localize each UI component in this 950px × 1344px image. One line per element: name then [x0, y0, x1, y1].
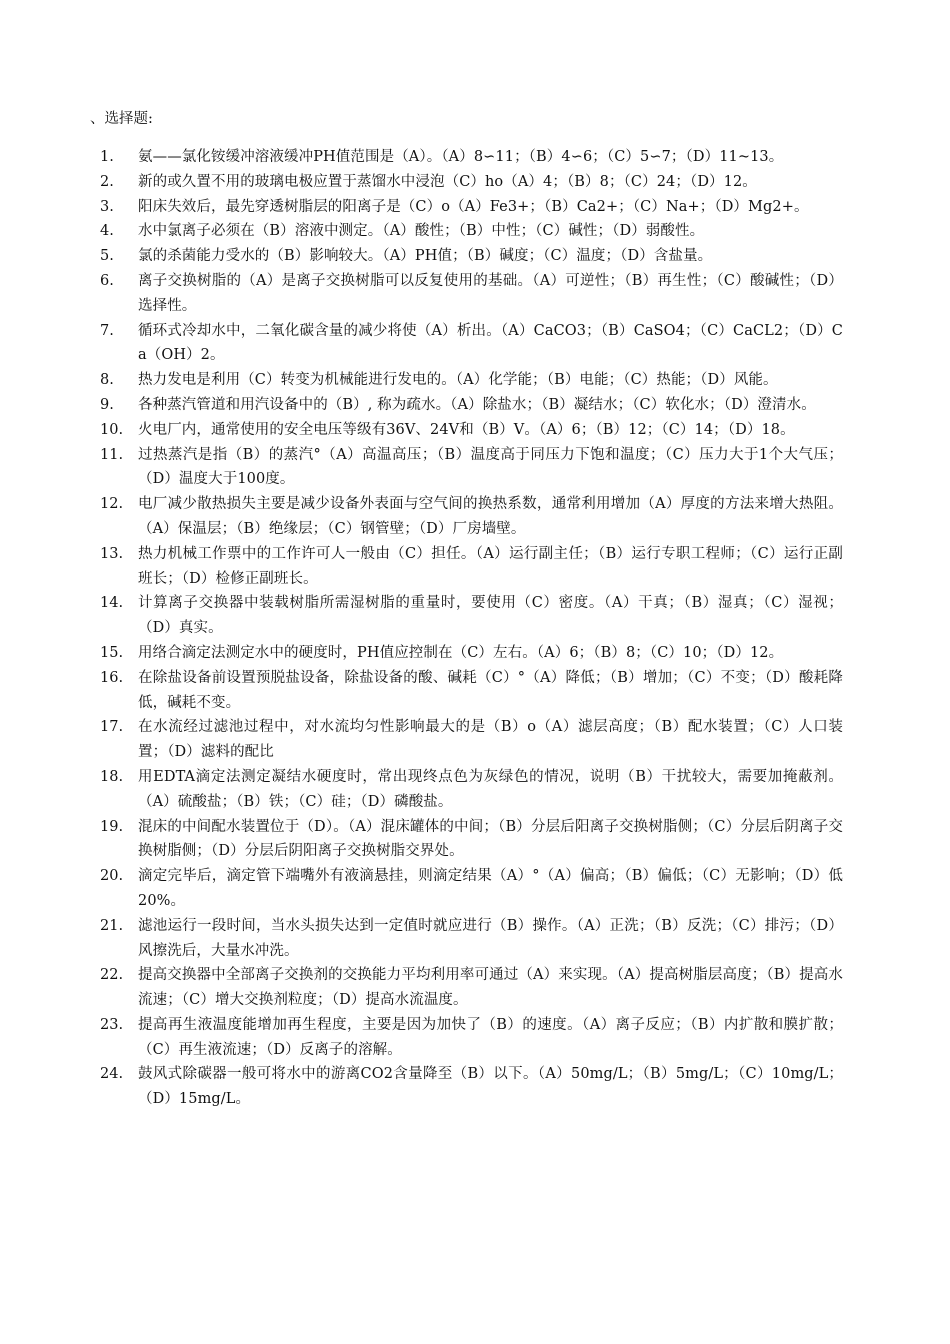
question-number: 1. [100, 149, 114, 165]
question-item [0, 666, 950, 716]
question-number: 3. [100, 198, 114, 215]
question-number: 23. [100, 1016, 124, 1033]
question-item [0, 219, 950, 244]
question-item [0, 1013, 950, 1063]
question-number: 18. [100, 768, 124, 785]
question-text: 热力机械工作票中的工作许可人一般由（C）担任。（A）运行副主任；（B）运行专职工程师；（C）运行正副班长；（D）检修正副班长。 [138, 545, 843, 587]
question-text: 电厂减少散热损失主要是减少设备外表面与空气间的换热系数，通常利用增加（A）厚度的方法来增大热阻。（A）保温层；（B）绝缘层；（C）钢管壁；（D）厂房墙壁。 [138, 496, 843, 537]
question-text: 在除盐设备前设置预脱盐设备，除盐设备的酸、碱耗（C）°（A）降低；（B）增加；（C）不变；（D）酸耗降低，碱耗不变。 [138, 669, 843, 711]
question-number: 10. [100, 421, 124, 438]
question-text: 氨——氯化铵缓冲溶液缓冲PH值范围是（A）。（A）8∽11；（B）4∽6；（C）5∽7；（D）11~13。 [138, 149, 784, 165]
question-text: 用EDTA滴定法测定凝结水硬度时，常出现终点色为灰绿色的情况，说明（B）干扰较大，需要加掩蔽剂。（A）硫酸盐；（B）铁；（C）硅；（D）磷酸盐。 [138, 768, 843, 810]
question-item [0, 393, 950, 418]
question-number: 14. [100, 595, 124, 612]
question-text: 鼓风式除碳器一般可将水中的游离CO2含量降至（B）以下。（A）50mg/L；（B）5mg/L；（C）10mg/L；（D）15mg/L。 [138, 1066, 843, 1108]
question-number: 7. [100, 322, 114, 339]
question-item [0, 641, 950, 666]
question-item [0, 864, 950, 914]
question-number: 24. [100, 1066, 124, 1083]
question-number: 2. [100, 173, 114, 190]
question-number: 9. [100, 396, 114, 413]
question-number: 4. [100, 223, 114, 240]
question-text: 各种蒸汽管道和用汽设备中的（B）, 称为疏水。（A）除盐水；（B）凝结水；（C）软化水；（D）澄清水。 [138, 396, 816, 413]
question-text: 循环式冷却水中，二氧化碳含量的减少将使（A）析出。（A）CaCO3；（B）CaSO4；（C）CaCL2；（D）Ca（OH）2。 [138, 322, 843, 364]
question-text: 滤池运行一段时间，当水头损失达到一定值时就应进行（B）操作。（A）正洗；（B）反洗；（C）排污；（D）风擦洗后，大量水冲洗。 [138, 917, 843, 959]
question-text: 计算离子交换器中装载树脂所需湿树脂的重量时，要使用（C）密度。（A）干真；（B）湿真；（C）湿视；（D）真实。 [138, 595, 843, 637]
question-item [0, 319, 950, 369]
question-item [0, 963, 950, 1013]
question-item [0, 1062, 950, 1112]
question-text: 提高再生液温度能增加再生程度，主要是因为加快了（B）的速度。（A）离子反应；（B）内扩散和膜扩散；（C）再生液流速；（D）反离子的溶解。 [138, 1016, 843, 1058]
question-item [0, 195, 950, 220]
question-item [0, 145, 950, 170]
question-item [0, 170, 950, 195]
question-text: 过热蒸汽是指（B）的蒸汽°（A）高温高压；（B）温度高于同压力下饱和温度；（C）压力大于1个大气压；（D）温度大于100度。 [138, 446, 843, 488]
question-number: 13. [100, 545, 124, 562]
question-number: 19. [100, 818, 124, 835]
question-item [0, 492, 950, 542]
question-number: 21. [100, 917, 124, 934]
question-number: 6. [100, 272, 114, 289]
question-item [0, 815, 950, 865]
question-number: 17. [100, 719, 124, 736]
question-text: 离子交换树脂的（A）是离子交换树脂可以反复使用的基础。（A）可逆性；（B）再生性；（C）酸碱性；（D）选择性。 [138, 272, 843, 314]
question-text: 火电厂内，通常使用的安全电压等级有36V、24V和（B）V。（A）6；（B）12；（C）14；（D）18。 [138, 421, 795, 438]
question-item [0, 715, 950, 765]
question-item [0, 765, 950, 815]
question-text: 阳床失效后，最先穿透树脂层的阳离子是（C）o（A）Fe3+；（B）Ca2+；（C）Na+；（D）Mg2+。 [138, 198, 809, 215]
question-text: 新的或久置不用的玻璃电极应置于蒸馏水中浸泡（C）ho（A）4；（B）8；（C）24；（D）12。 [138, 173, 757, 190]
question-item [0, 269, 950, 319]
question-number: 12. [100, 496, 124, 513]
question-number: 5. [100, 248, 114, 265]
question-text: 水中氯离子必须在（B）溶液中测定。（A）酸性；（B）中性；（C）碱性；（D）弱酸性。 [138, 223, 705, 240]
question-item [0, 914, 950, 964]
question-item [0, 542, 950, 592]
question-number: 20. [100, 868, 124, 885]
question-item [0, 368, 950, 393]
question-number: 15. [100, 644, 124, 661]
question-text: 用络合滴定法测定水中的硬度时，PH值应控制在（C）左右。（A）6；（B）8；（C）10；（D）12。 [138, 644, 784, 661]
question-list [0, 145, 950, 1112]
question-item [0, 418, 950, 443]
question-number: 16. [100, 669, 124, 686]
question-text: 在水流经过滤池过程中，对水流均匀性影响最大的是（B）o（A）滤层高度；（B）配水装置；（C）人口装置；（D）滤料的配比 [138, 719, 843, 761]
question-number: 11. [100, 446, 124, 463]
question-text: 滴定完毕后，滴定管下端嘴外有液滴悬挂，则滴定结果（A）°（A）偏高；（B）偏低；（C）无影响；（D）低20%。 [138, 868, 843, 909]
question-text: 氯的杀菌能力受水的（B）影响较大。（A）PH值；（B）碱度；（C）温度；（D）含盐量。 [138, 248, 713, 265]
section-title: 、选择题: [90, 111, 153, 127]
question-text: 热力发电是利用（C）转变为机械能进行发电的。（A）化学能；（B）电能；（C）热能；（D）风能。 [138, 372, 778, 389]
question-number: 8. [100, 372, 114, 389]
question-text: 提高交换器中全部离子交换剂的交换能力平均利用率可通过（A）来实现。（A）提高树脂层高度；（B）提高水流速；（C）增大交换剂粒度；（D）提高水流温度。 [138, 967, 843, 1009]
question-text: 混床的中间配水装置位于（D）。（A）混床罐体的中间；（B）分层后阳离子交换树脂侧；（C）分层后阴离子交换树脂侧；（D）分层后阴阳离子交换树脂交界处。 [138, 818, 843, 860]
question-item [0, 591, 950, 641]
question-item [0, 443, 950, 493]
question-item [0, 244, 950, 269]
question-number: 22. [100, 967, 124, 984]
